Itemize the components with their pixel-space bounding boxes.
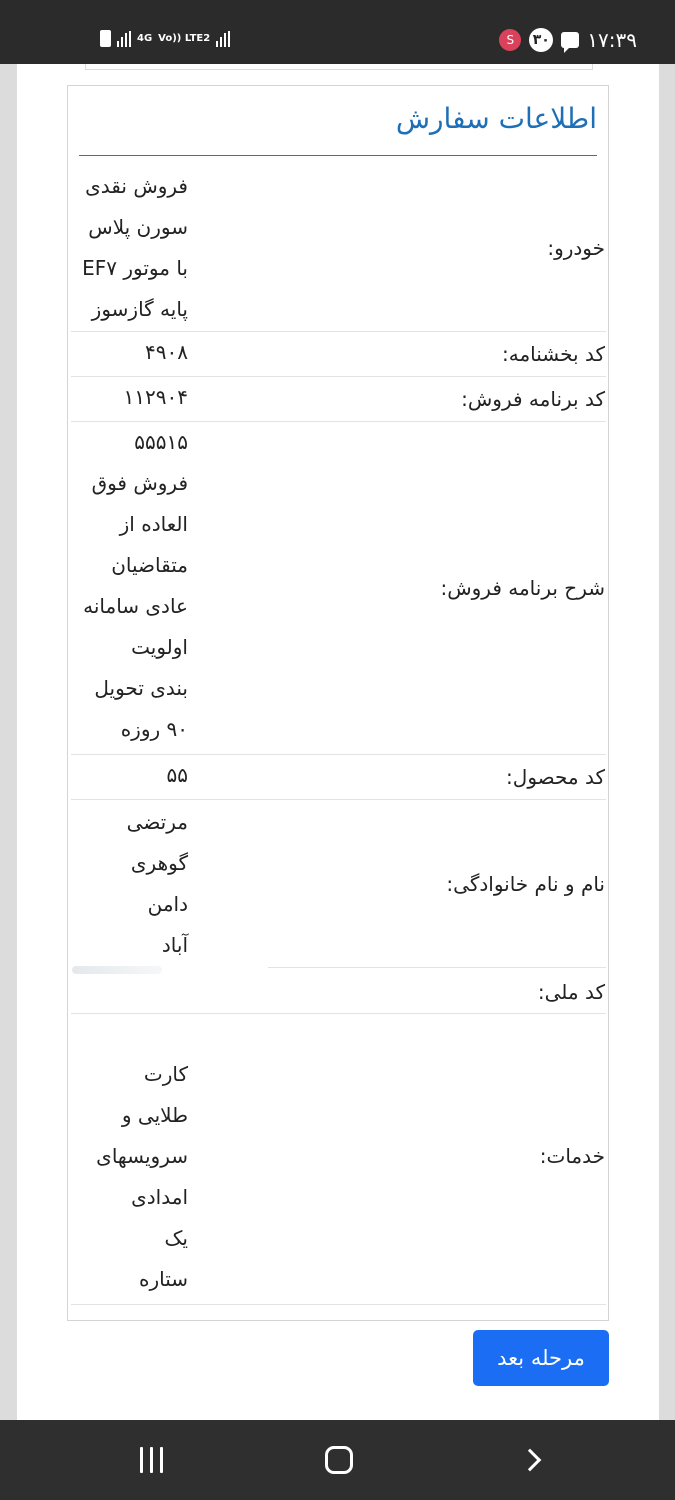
value-line: ۹۰ روزه <box>120 717 188 741</box>
value-line: گوهری <box>130 851 188 875</box>
back-button[interactable] <box>512 1442 548 1478</box>
row-label-full-name: نام و نام خانوادگی: <box>446 872 605 896</box>
row-value-sales-program-description <box>73 422 188 750</box>
app-notification-icon: S <box>499 29 521 51</box>
value-line: پایه گازسوز <box>91 297 188 321</box>
info-row-sales-program-code <box>71 377 606 422</box>
page-content <box>17 64 659 1420</box>
home-icon <box>325 1446 353 1474</box>
value-line: امدادی <box>131 1185 188 1209</box>
recent-apps-button[interactable] <box>133 1442 169 1478</box>
row-value-services <box>73 1054 188 1300</box>
notification-count-badge: ۳۰ <box>529 28 553 52</box>
status-right <box>499 28 637 52</box>
row-label-services: خدمات: <box>539 1144 605 1168</box>
row-label-product-code: کد محصول: <box>506 765 605 789</box>
next-step-button[interactable]: مرحله بعد <box>473 1330 609 1386</box>
value-line: عادی سامانه <box>83 594 188 618</box>
value-line: ۵۵۵۱۵ <box>134 430 188 454</box>
row-label-circular-code: کد بخشنامه: <box>502 342 605 366</box>
info-row-product-code <box>71 755 606 800</box>
chevron-right-icon <box>519 1449 542 1472</box>
value-line: بندی تحویل <box>94 676 188 700</box>
order-info-title: اطلاعات سفارش <box>395 102 597 135</box>
value-line: ستاره <box>138 1267 188 1291</box>
info-row-sales-program-description <box>71 422 606 755</box>
info-row-circular-code <box>71 332 606 377</box>
row-value-sales-program-code <box>73 377 188 418</box>
redaction-smudge <box>72 966 162 974</box>
value-line: یک <box>164 1226 188 1250</box>
value-line: ۱۱۲۹۰۴ <box>123 385 188 409</box>
status-time: ۱۷:۳۹ <box>587 28 637 52</box>
value-line: ۵۵ <box>166 763 188 787</box>
previous-panel-edge <box>85 64 593 70</box>
row-value-car <box>73 166 188 330</box>
row-label-national-code: کد ملی: <box>537 980 605 1004</box>
row-value-full-name <box>73 802 188 966</box>
battery-icon <box>100 30 111 47</box>
network-4g-label: 4G <box>137 32 153 44</box>
value-line: متقاضیان <box>111 553 188 577</box>
value-line: طلایی و <box>121 1103 188 1127</box>
value-line: العاده از <box>119 512 188 536</box>
signal-bars-icon <box>117 31 131 47</box>
order-info-card <box>67 85 609 1321</box>
value-line: کارت <box>143 1062 188 1086</box>
value-line: ۴۹۰۸ <box>145 340 188 364</box>
row-label-car: خودرو: <box>547 236 605 260</box>
recent-apps-icon <box>140 1447 163 1473</box>
value-line: اولویت <box>131 635 188 659</box>
value-line: فروش نقدی <box>85 174 188 198</box>
info-row-full-name <box>71 800 606 968</box>
value-line: سرویسهای <box>96 1144 188 1168</box>
row-label-sales-program-code: کد برنامه فروش: <box>461 387 605 411</box>
value-line: آباد <box>161 933 188 957</box>
row-value-circular-code <box>73 332 188 373</box>
row-label-sales-program-description: شرح برنامه فروش: <box>440 576 605 600</box>
volte-label: Vo)) LTE2 <box>158 32 211 44</box>
value-line: فروش فوق <box>91 471 188 495</box>
message-icon <box>561 32 579 48</box>
system-nav-bar <box>0 1420 675 1500</box>
signal-bars-icon-2 <box>216 31 230 47</box>
value-line: مرتضی <box>126 810 188 834</box>
row-value-product-code <box>73 755 188 796</box>
info-row-services <box>71 1014 606 1305</box>
value-line: با موتور EF۷ <box>82 256 188 280</box>
status-bar <box>0 0 675 64</box>
title-divider <box>79 155 597 156</box>
value-line: سورن پلاس <box>88 215 188 239</box>
value-line: دامن <box>147 892 188 916</box>
info-row-car <box>71 164 606 332</box>
home-button[interactable] <box>321 1442 357 1478</box>
status-left <box>100 30 230 47</box>
